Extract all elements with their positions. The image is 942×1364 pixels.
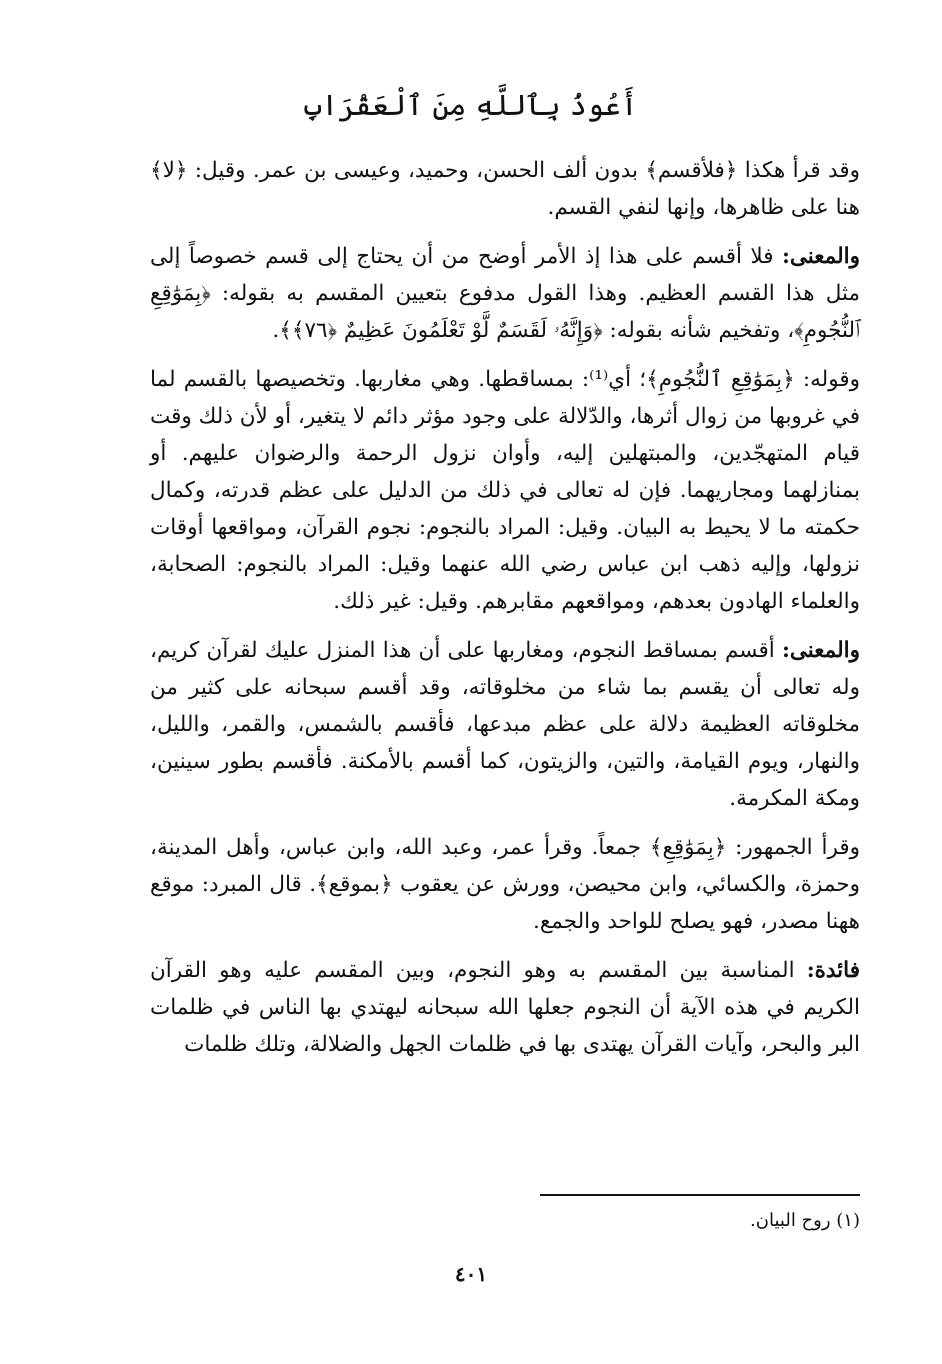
paragraph: [150, 152, 860, 226]
paragraph: [150, 632, 860, 817]
paragraph-label: والمعنى:: [781, 638, 860, 663]
paragraph-text: فلا أقسم على هذا إذ الأمر أوضح من أن يحتاج إلى قسم خصوصاً إلى مثل هذا القسم العظيم. وهذا القول مدفوع بتعيين المقسم به بقوله: ﴿بِمَوَٰقِعِ ٱلنُّجُومِ﴾، وتفخيم شأنه بقوله: ﴿وَإِنَّهُۥ لَقَسَمٌ لَّوْ تَعْلَمُونَ عَظِيمٌ ﴿٧٦﴾﴾.: [150, 244, 860, 343]
paragraph-text: المناسبة بين المقسم به وهو النجوم، وبين المقسم عليه وهو القرآن الكريم في هذه الآية أن النجوم جعلها الله سبحانه ليهتدي بها الناس في ظلمات البر والبحر، وآيات القرآن يهتدى بها في ظلمات الجهل والضلالة، وتلك ظلمات: [150, 958, 860, 1057]
paragraph-text: وقرأ الجمهور: ﴿بِمَوَٰقِعِ﴾ جمعاً. وقرأ عمر، وعبد الله، وابن عباس، وأهل المدينة، وحمزة، والكسائي، وابن محيصن، وورش عن يعقوب ﴿بموقع﴾. قال المبرد: موقع ههنا مصدر، فهو يصلح للواحد والجمع.: [150, 835, 860, 934]
paragraph: [150, 361, 860, 620]
paragraph-text: وقد قرأ هكذا ﴿فلأقسم﴾ بدون ألف الحسن، وحميد، وعيسى بن عمر. وقيل: ﴿لا﴾ هنا على ظاهرها، وإنها لنفي القسم.: [150, 158, 860, 220]
paragraph: [150, 829, 860, 940]
paragraph-text: أقسم بمساقط النجوم، ومغاربها على أن هذا المنزل عليك لقرآن كريم، وله تعالى أن يقسم بما شاء من مخلوقاته، وقد أقسم سبحانه على كثير من مخلوقاته العظيمة دلالة على عظم مبدعها، فأقسم بالشمس، والقمر، والليل، والنهار، ويوم القيامة، والتين، والزيتون، كما أقسم بالأمكنة. فأقسم بطور سينين، ومكة المكرمة.: [150, 638, 860, 811]
paragraph-label: والمعنى:: [781, 244, 860, 269]
footnote: (١) روح البيان.: [750, 1210, 860, 1231]
footnote-divider: [540, 1194, 860, 1196]
main-text: [150, 152, 860, 1063]
paragraph-text: وقوله: ﴿بِمَوَٰقِعِ ٱلنُّجُومِ﴾؛ أي⁽¹⁾: بمساقطها. وهي مغاربها. وتخصيصها بالقسم لما في غروبها من زوال أثرها، والدّلالة على وجود مؤثر دائم لا يتغير، أو لأن ذلك وقت قيام المتهجّدين، والمبتهلين إليه، وأوان نزول الرحمة والرضوان عليهم. أو بمنازلهما ومجاريهما. فإن له تعالى في ذلك من الدليل على عظم قدرته، وكمال حكمته ما لا يحيط به البيان. وقيل: المراد بالنجوم: نجوم القرآن، ومواقعها أوقات نزولها، وإليه ذهب ابن عباس رضي الله عنهما وقيل: المراد بالنجوم: الصحابة، والعلماء الهادون بعدهم، ومواقعهم مقابرهم. وقيل: غير ذلك.: [150, 367, 860, 614]
paragraph: [150, 238, 860, 349]
page-number: ٤٠١: [454, 1262, 488, 1286]
page-header-verse: أَعُوذُ بِٱللَّهِ مِنَ ٱلْعَقْرَابِ: [304, 88, 638, 122]
paragraph-label: فائدة:: [806, 958, 860, 983]
paragraph: [150, 952, 860, 1063]
